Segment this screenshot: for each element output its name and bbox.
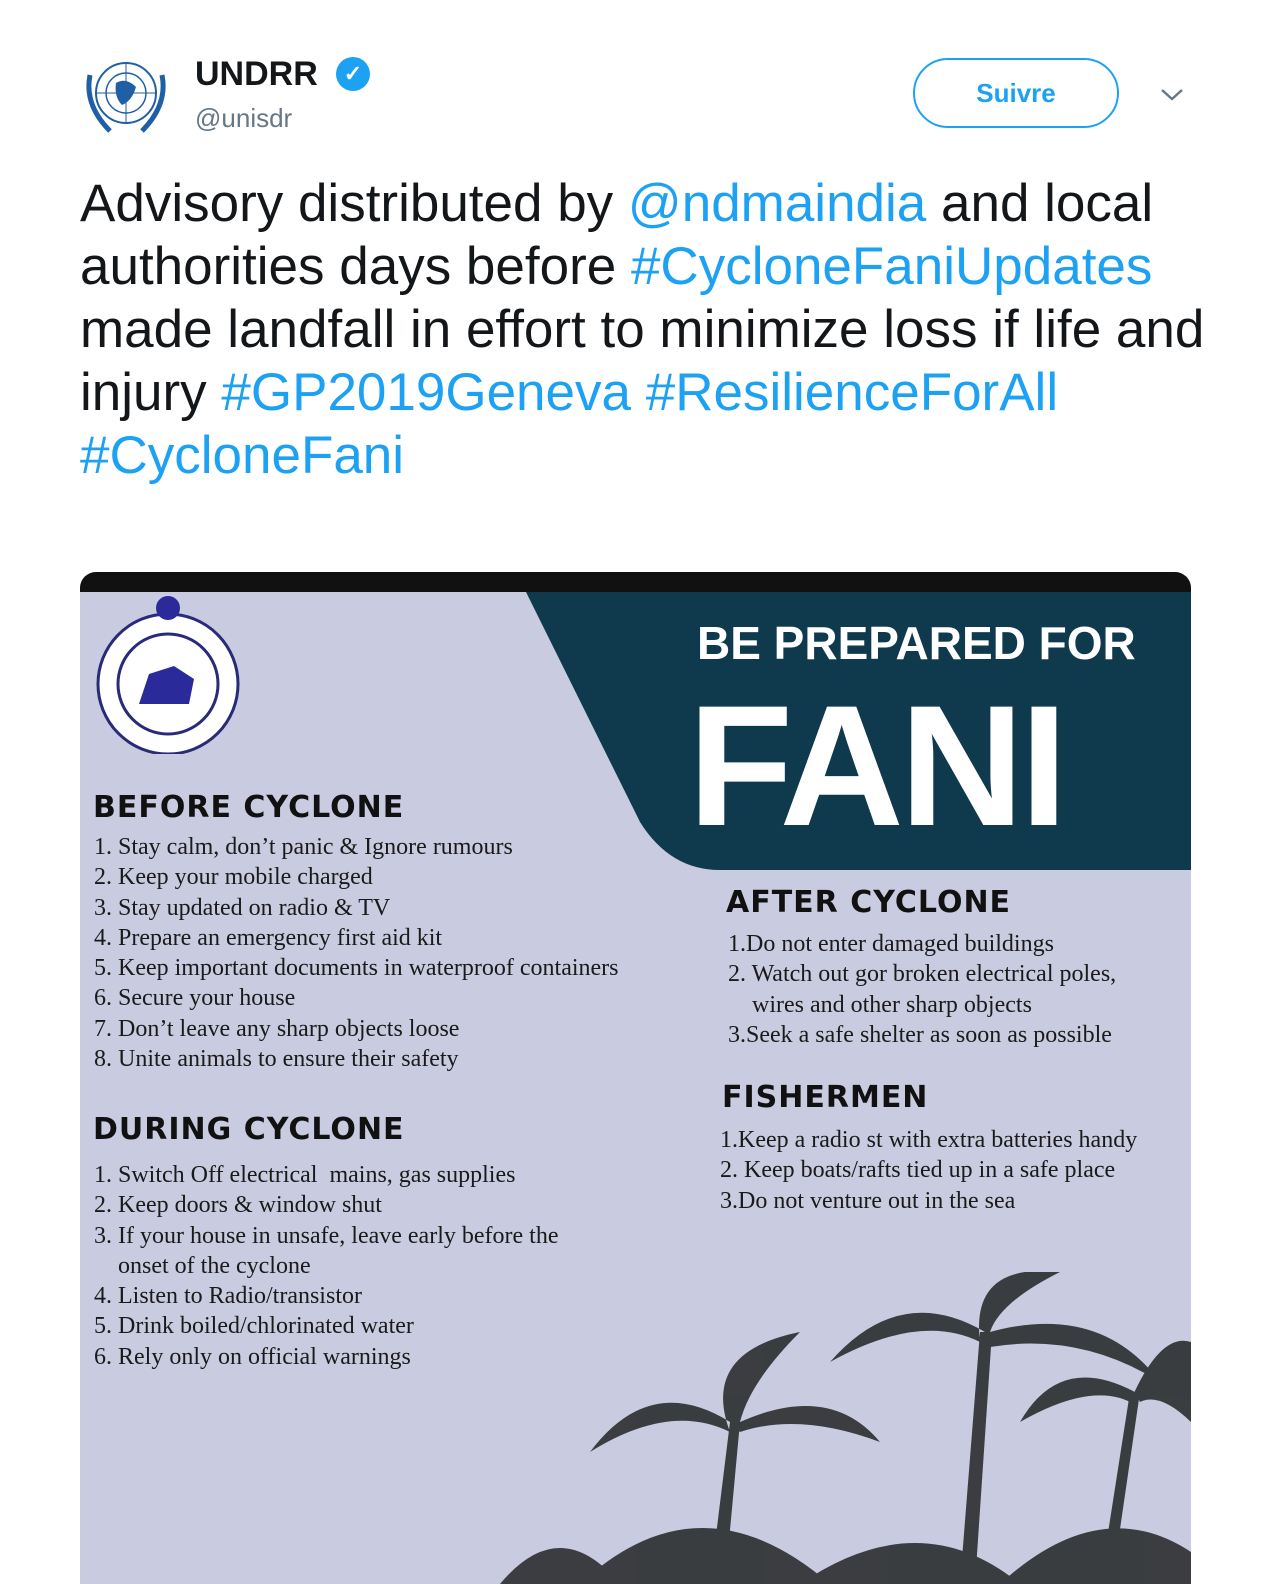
advice-item: 3. Stay updated on radio & TV — [94, 894, 391, 921]
during-heading: DURING CYCLONE — [93, 1112, 405, 1147]
palm-trees-image — [500, 1272, 1191, 1584]
before-heading: BEFORE CYCLONE — [93, 790, 405, 825]
advice-item: wires and other sharp objects — [728, 991, 1032, 1018]
fishermen-list — [720, 1125, 1185, 1216]
account-name[interactable]: UNDRR — [195, 55, 318, 93]
advice-item: 3. If your house in unsafe, leave early before the — [94, 1222, 559, 1249]
after-list — [728, 929, 1191, 1050]
advice-item: 6. Rely only on official warnings — [94, 1343, 411, 1370]
advice-item: 7. Don’t leave any sharp objects loose — [94, 1015, 460, 1042]
advice-item: onset of the cyclone — [94, 1252, 311, 1279]
tweet-text-segment: and local authorities days before — [80, 174, 1154, 296]
advice-item: 1. Switch Off electrical mains, gas supplies — [94, 1162, 516, 1188]
verified-badge-icon: ✓ — [336, 57, 370, 91]
poster-subtitle: BE PREPARED FOR — [697, 617, 1136, 669]
advice-item: 2. Watch out gor broken electrical poles, — [728, 961, 1117, 988]
advice-item: 1. Stay calm, don’t panic & Ignore rumours — [94, 834, 513, 860]
advice-item: 5. Drink boiled/chlorinated water — [94, 1313, 414, 1340]
advice-item: 4. Prepare an emergency first aid kit — [94, 924, 443, 951]
follow-button[interactable]: Suivre — [913, 58, 1119, 128]
advice-item: 3.Do not venture out in the sea — [720, 1187, 1016, 1214]
hashtag-link[interactable]: #CycloneFani — [80, 426, 405, 485]
after-heading: AFTER CYCLONE — [726, 885, 1012, 920]
tweet-text-segment: Advisory distributed by — [80, 174, 628, 233]
tweet-text — [80, 172, 1210, 487]
chevron-down-icon[interactable] — [1158, 80, 1186, 108]
hashtag-link[interactable]: #CycloneFaniUpdates — [630, 237, 1153, 296]
before-list — [94, 832, 694, 1074]
fishermen-heading: FISHERMEN — [722, 1080, 929, 1115]
advice-item: 8. Unite animals to ensure their safety — [94, 1046, 459, 1073]
hashtag-link[interactable]: #GP2019Geneva — [221, 363, 631, 422]
advice-item: 2. Keep boats/rafts tied up in a safe place — [720, 1157, 1116, 1184]
mention-link[interactable]: @ndmaindia — [627, 174, 927, 233]
advice-item: 2. Keep doors & window shut — [94, 1192, 382, 1219]
advice-item: 3.Seek a safe shelter as soon as possible — [728, 1021, 1112, 1048]
account-handle[interactable]: @unisdr — [195, 103, 293, 133]
image-top-bar — [80, 572, 1191, 592]
hashtag-link[interactable]: #ResilienceForAll — [645, 363, 1059, 422]
advice-item: 1.Keep a radio st with extra batteries handy — [720, 1127, 1138, 1153]
tweet-text-segment: made landfall in effort to minimize loss if life and injury — [80, 300, 1205, 422]
advice-item: 4. Listen to Radio/transistor — [94, 1283, 362, 1310]
advice-item: 6. Secure your house — [94, 985, 296, 1012]
advice-item: 5. Keep important documents in waterproof containers — [94, 955, 619, 982]
advice-item: 1.Do not enter damaged buildings — [728, 931, 1054, 957]
tweet-text-segment — [631, 363, 646, 422]
poster-title: FANI — [688, 670, 1064, 862]
tweet-image[interactable] — [80, 572, 1191, 1584]
advice-item: 2. Keep your mobile charged — [94, 864, 373, 891]
odisha-emblem-logo — [94, 594, 242, 754]
un-emblem-avatar[interactable] — [80, 55, 172, 137]
